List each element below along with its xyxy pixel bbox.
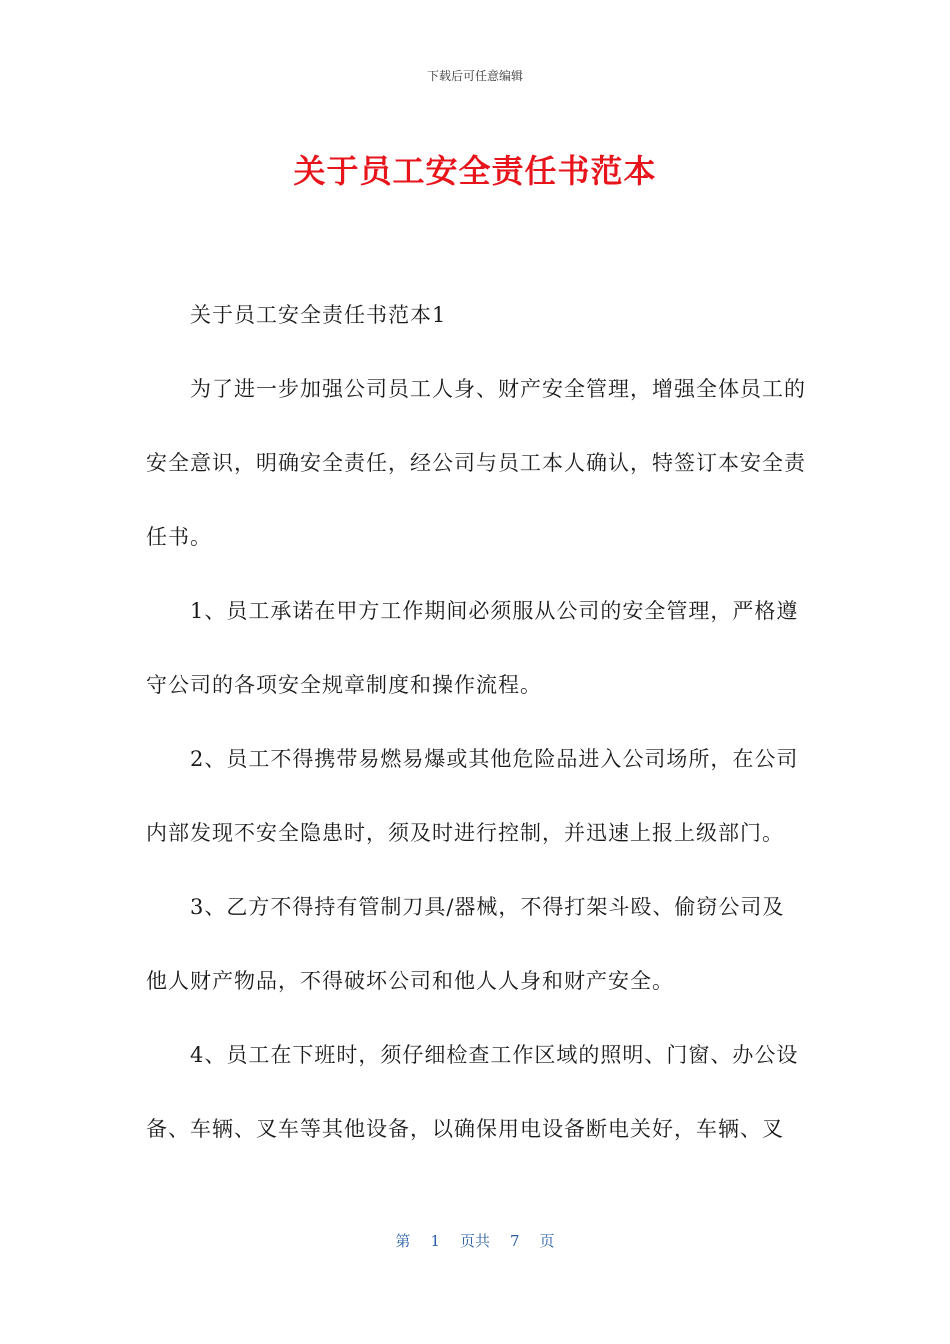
page-footer — [0, 1230, 950, 1251]
document-body — [146, 278, 806, 1166]
paragraph-item-1: 1、员工承诺在甲方工作期间必须服从公司的安全管理，严格遵守公司的各项安全规章制度和操作流程。 — [146, 599, 799, 697]
paragraph-intro: 为了进一步加强公司员工人身、财产安全管理，增强全体员工的安全意识，明确安全责任，经公司与员工本人确认，特签订本安全责任书。 — [146, 377, 806, 549]
paragraph-item-3: 3、乙方不得持有管制刀具/器械，不得打架斗殴、偷窃公司及他人财产物品，不得破坏公司和他人人身和财产安全。 — [146, 895, 785, 993]
footer-di: 第 — [395, 1232, 411, 1250]
document-title: 关于员工安全责任书范本 — [293, 152, 657, 190]
footer-ye: 页 — [539, 1232, 555, 1250]
header-note: 下载后可任意编辑 — [426, 69, 523, 83]
footer-page-number: 1 — [430, 1232, 440, 1250]
paragraph-item-4: 4、员工在下班时，须仔细检查工作区域的照明、门窗、办公设备、车辆、叉车等其他设备，以确保用电设备断电关好，车辆、叉 — [146, 1043, 799, 1141]
paragraph-item-2: 2、员工不得携带易燃易爆或其他危险品进入公司场所，在公司内部发现不安全隐患时，须及时进行控制，并迅速上报上级部门。 — [146, 747, 799, 845]
footer-ye-gong: 页共 — [459, 1232, 490, 1250]
footer-total-pages: 7 — [510, 1232, 520, 1250]
paragraph-heading: 关于员工安全责任书范本1 — [190, 303, 447, 327]
